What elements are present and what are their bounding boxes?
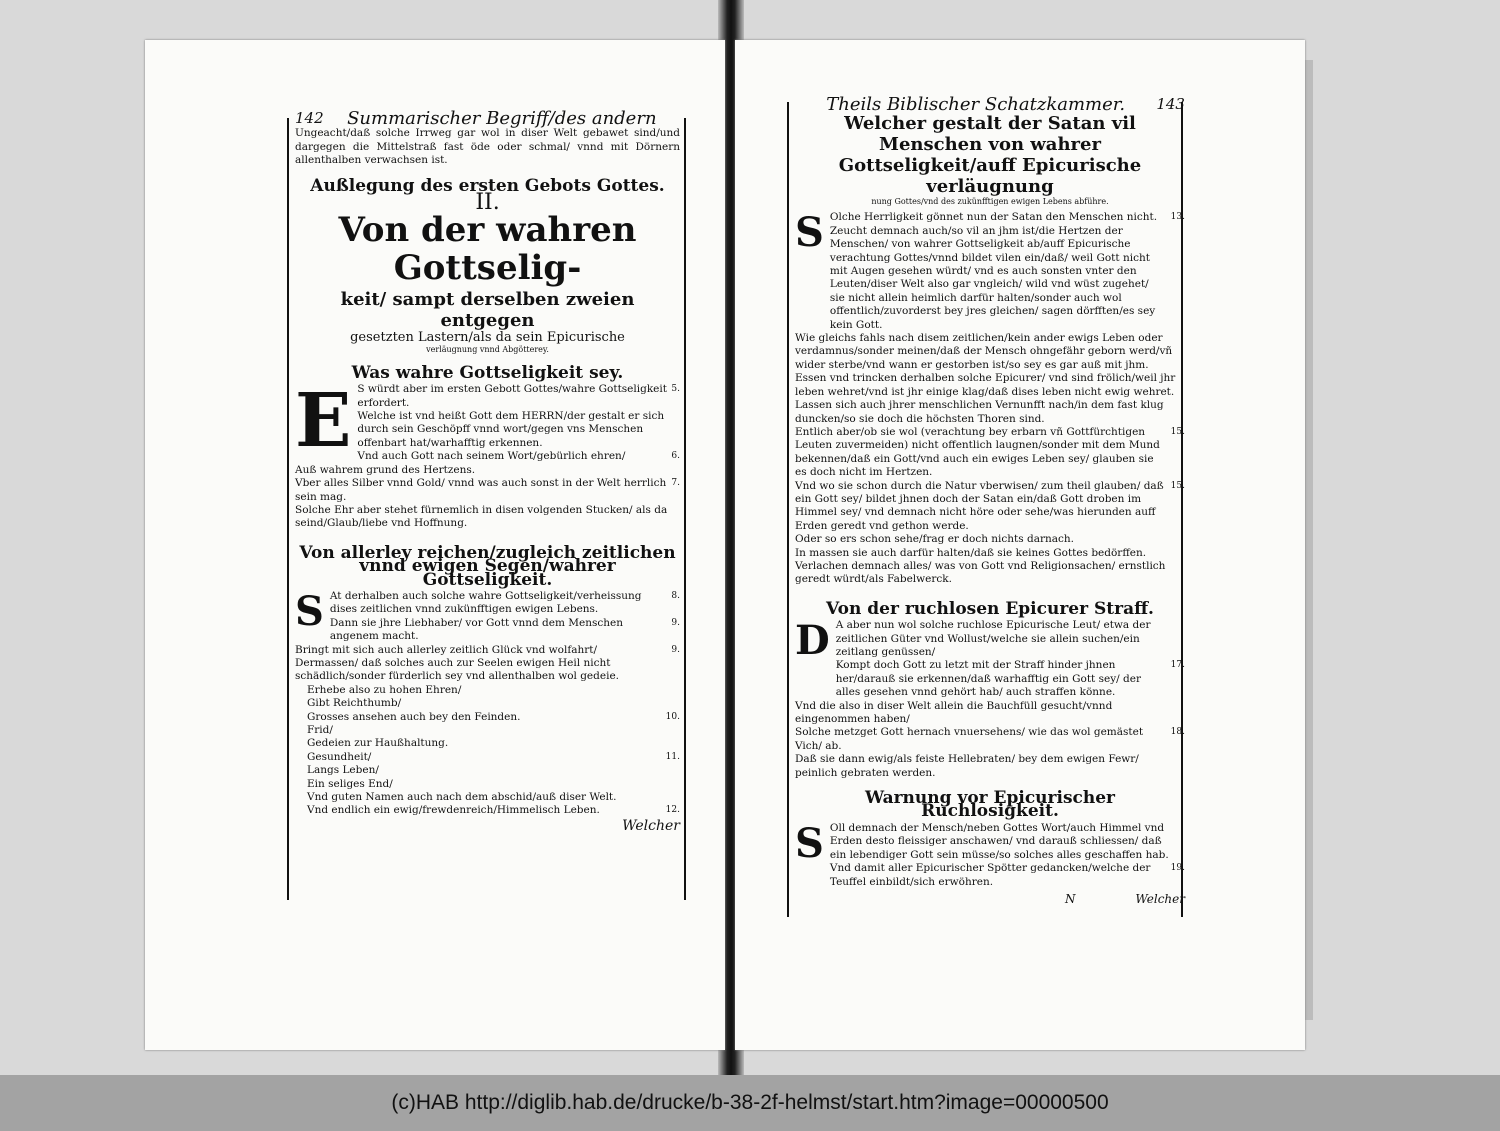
drop-cap: S [795, 819, 824, 867]
paragraph-line: Vnd auch Gott nach seinem Wort/gebürlich ehren/ 6. [357, 450, 680, 463]
right-page [735, 40, 1305, 1050]
list-item: Gedeien zur Haußhaltung. [307, 737, 449, 750]
left-running-title: Summarischer Begriff/des andern [347, 108, 657, 129]
chapter-title-satan: Welcher gestalt der Satan vil Menschen von wahrer Gottseligkeit/auff Epicurische verläugnung [838, 113, 1142, 198]
paragraph-line: A aber nun wol solche ruchlose Epicurische Leut/ etwa der zeitlichen Güter vnd Wollust/welche sie allein suchen/ein zeitlang genüssen/ [835, 619, 1151, 658]
paragraph-line: At derhalben auch solche wahre Gottseligkeit/verheissung dises zeitlichen vnnd zukünfftigen ewigen Lebens. 8. [329, 589, 680, 616]
list-item: Frid/ [307, 724, 333, 736]
list-item: Erhebe also zu hohen Ehren/ [307, 683, 462, 696]
paragraph-line: S würdt aber im ersten Gebott Gottes/wahre Gottseligkeit erfordert. 5. [357, 383, 680, 409]
paragraph-line: Oder so ers schon sehe/frag er doch nichts darnach. [795, 533, 1075, 546]
right-running-title: Theils Biblischer Schatzkammer. [826, 94, 1126, 115]
paragraph-line: Dann sie jhre Liebhaber/ vor Gott vnnd dem Menschen angenem macht. 9. [329, 616, 680, 643]
list-item: Gibt Reichthumb/ [307, 697, 402, 710]
section-heading: Außlegung des ersten Gebots Gottes. [310, 175, 665, 196]
chapter-title-mid: keit/ sampt derselben zweien entgegen [340, 289, 635, 332]
left-text-column [295, 108, 680, 834]
list-item: Vnd guten Namen auch nach dem abschid/auß diser Welt. [307, 791, 617, 804]
paragraph-line: Oll demnach der Mensch/neben Gottes Wort/auch Himmel vnd Erden desto fleissiger anschawen/ vnd darauß schliessen/ daß ein lebendiger Gott sein müsse/so solches alles geschaffen hab. [829, 821, 1169, 861]
right-block-2 [795, 619, 1185, 780]
list-item: Vnd endlich ein ewig/frewdenreich/Himmelisch Leben. 12. [307, 804, 680, 817]
paragraph-line: Vnd damit aller Epicurischer Spötter gedancken/welche der Teuffel einbildt/sich erwöhren. 19. [829, 862, 1185, 888]
chapter-title-small: nung Gottes/vnd des zukünfftigen ewigen Lebens abführe. [871, 197, 1109, 207]
chapter-numeral: II. [475, 190, 500, 216]
list-item: Langs Leben/ [307, 764, 379, 777]
right-page-number: 143 [1156, 95, 1185, 113]
right-block-1 [795, 211, 1185, 586]
right-catchword: Welcher [1135, 891, 1185, 906]
paragraph-line: Essen vnd trincken derhalben solche Epicurer/ vnd sind frölich/weil jhr leben wehret/vnd ist jhr einige klag/daß dises leben nicht ewig wehret. [795, 372, 1176, 398]
signature-line [795, 893, 1185, 906]
page-edge [1305, 60, 1313, 1020]
heading-segen: Von allerley reichen/zugleich zeitlichen vnnd ewigen Segen/wahrer Gottseligkeit. [299, 542, 676, 590]
drop-cap: S [795, 209, 824, 257]
left-catchword: Welcher [622, 817, 680, 834]
paragraph-line: Verlachen demnach alles/ was von Gott vnd Religionsachen/ ernstlich geredt würdt/als Fabelwerck. [795, 559, 1166, 586]
list-item: Grosses ansehen auch bey den Feinden. 10. [307, 710, 680, 723]
paragraph-line: Vnd die also in diser Welt allein die Bauchfüll gesucht/vnnd eingenommen haben/ [795, 699, 1113, 726]
paragraph-line: Vnd wo sie schon durch die Natur vberwisen/ zum theil glauben/ daß ein Gott sey/ bildet jhnen doch der Satan ein/daß Gott droben im Himmel sey/ vnd demnach nicht höre oder sehe/was hierunden auff Erden geredt vnd gethon werde. 15. [795, 479, 1185, 532]
drop-cap: E [295, 378, 352, 465]
copyright-footer: (c)HAB http://diglib.hab.de/drucke/b-38-2f-helmst/start.htm?image=00000500 [0, 1075, 1500, 1131]
paragraph-line: Kompt doch Gott zu letzt mit der Straff hinder jhnen her/darauß sie erkennen/daß warhafftig ein Gott sey/ der alles gesehen vnnd gehört hab/ auch straffen könne. 17. [835, 659, 1185, 699]
list-item: Gesundheit/ 11. [307, 750, 680, 763]
right-block-3 [795, 819, 1185, 889]
paragraph-line: Dermassen/ daß solches auch zur Seelen ewigen Heil nicht schädlich/sonder fürderlich sey vnd allenthalben wol gedeie. [295, 656, 619, 683]
left-block-2 [295, 587, 680, 684]
paragraph-line: Wie gleichs fahls nach disem zeitlichen/kein ander ewigs Leben oder verdamnus/sonder meinen/daß der Mensch ohngefähr geborn werd/vñ wider sterbe/vnd wann er gestorben ist/so sey es gar auß mit jhm. [795, 332, 1173, 371]
left-intro: Ungeacht/daß solche Irrweg gar wol in diser Welt gebawet sind/und dargegen die Mittelstraß fast öde oder schmal/ vnnd mit Dörnern allenthalben verwachsen ist. [295, 127, 680, 167]
chapter-title-big: Von der wahren Gottselig- [338, 210, 637, 289]
signature-mark: N [1065, 891, 1076, 906]
paragraph-line: Auß wahrem grund des Hertzens. [295, 463, 476, 476]
left-page [145, 40, 725, 1050]
paragraph-line: In massen sie auch darfür halten/daß sie keines Gottes bedörffen. [795, 546, 1147, 559]
paragraph-line: Entlich aber/ob sie wol (verachtung bey erbarn vñ Gottfürchtigen Leuten zuvermeiden) nicht offentlich laugnen/sonder mit dem Mund bekennen/daß ein Gott/vnd auch ein ewiges Leben sey/ glauben sie es doch nicht im Hertzen. 15. [795, 425, 1185, 479]
paragraph-line: Vber alles Silber vnnd Gold/ vnnd was auch sonst in der Welt herrlich sein mag. 7. [295, 477, 680, 503]
right-text-column [795, 94, 1185, 906]
chapter-title-sub: gesetzten Lastern/als da sein Epicurische [350, 330, 625, 346]
paragraph-line: Lassen sich auch jhrer menschlichen Vernunfft nach/in dem fast klug duncken/so sie doch die höchsten Thoren sind. [795, 399, 1164, 425]
heading-straff: Von der ruchlosen Epicurer Straff. [826, 598, 1154, 619]
right-running-head [795, 94, 1185, 115]
paragraph-line: Daß sie dann ewig/als feiste Hellebraten/ bey dem ewigen Fewr/ peinlich gebraten werden. [795, 753, 1139, 779]
heading-warnung: Warnung vor Epicurischer Ruchlosigkeit. [864, 788, 1116, 822]
paragraph-line: Bringt mit sich auch allerley zeitlich Glück vnd wolfahrt/ 9. [295, 643, 680, 656]
paragraph-line: Solche Ehr aber stehet fürnemlich in disen volgenden Stucken/ als da seind/Glaub/liebe vnd Hoffnung. [295, 503, 668, 530]
left-page-number: 142 [295, 109, 324, 127]
list-item: Ein seliges End/ [307, 777, 393, 790]
left-running-head [295, 108, 680, 129]
blessings-list [295, 684, 680, 818]
paragraph-line: Olche Herrligkeit gönnet nun der Satan den Menschen nicht. Zeucht demnach auch/so vil an jhm ist/die Hertzen der Menschen/ von wahrer Gottseligkeit ab/auff Epicurische verachtung Gottes/vnnd bildet vilen ein/daß/ weil Gott nicht mit Augen gesehen würdt/ vnd es auch sonsten vnter den Leuten/diser Welt also gar vngleich/ wild vnd wüst zugehet/ sie nicht allein heimlich darfür halten/sonder auch wol offentlich/zuvorderst bey jres gleichen/ sagen dörfften/es sey kein Gott. 13. [829, 211, 1185, 331]
chapter-title-small: verläugnung vnnd Abgötterey. [426, 344, 549, 354]
drop-cap: S [295, 587, 324, 635]
heading-gottseligkeit: Was wahre Gottseligkeit sey. [351, 362, 624, 383]
left-block-1 [295, 378, 680, 530]
paragraph-line: Solche metzget Gott hernach vnuersehens/ wie das wol gemästet Vich/ ab. 18. [795, 726, 1185, 752]
paragraph-line: Welche ist vnd heißt Gott dem HERRN/der gestalt er sich durch sein Geschöpff vnnd wort/gegen vns Menschen offenbart hat/warhafftig erkennen. [357, 410, 665, 449]
drop-cap: D [795, 617, 830, 665]
